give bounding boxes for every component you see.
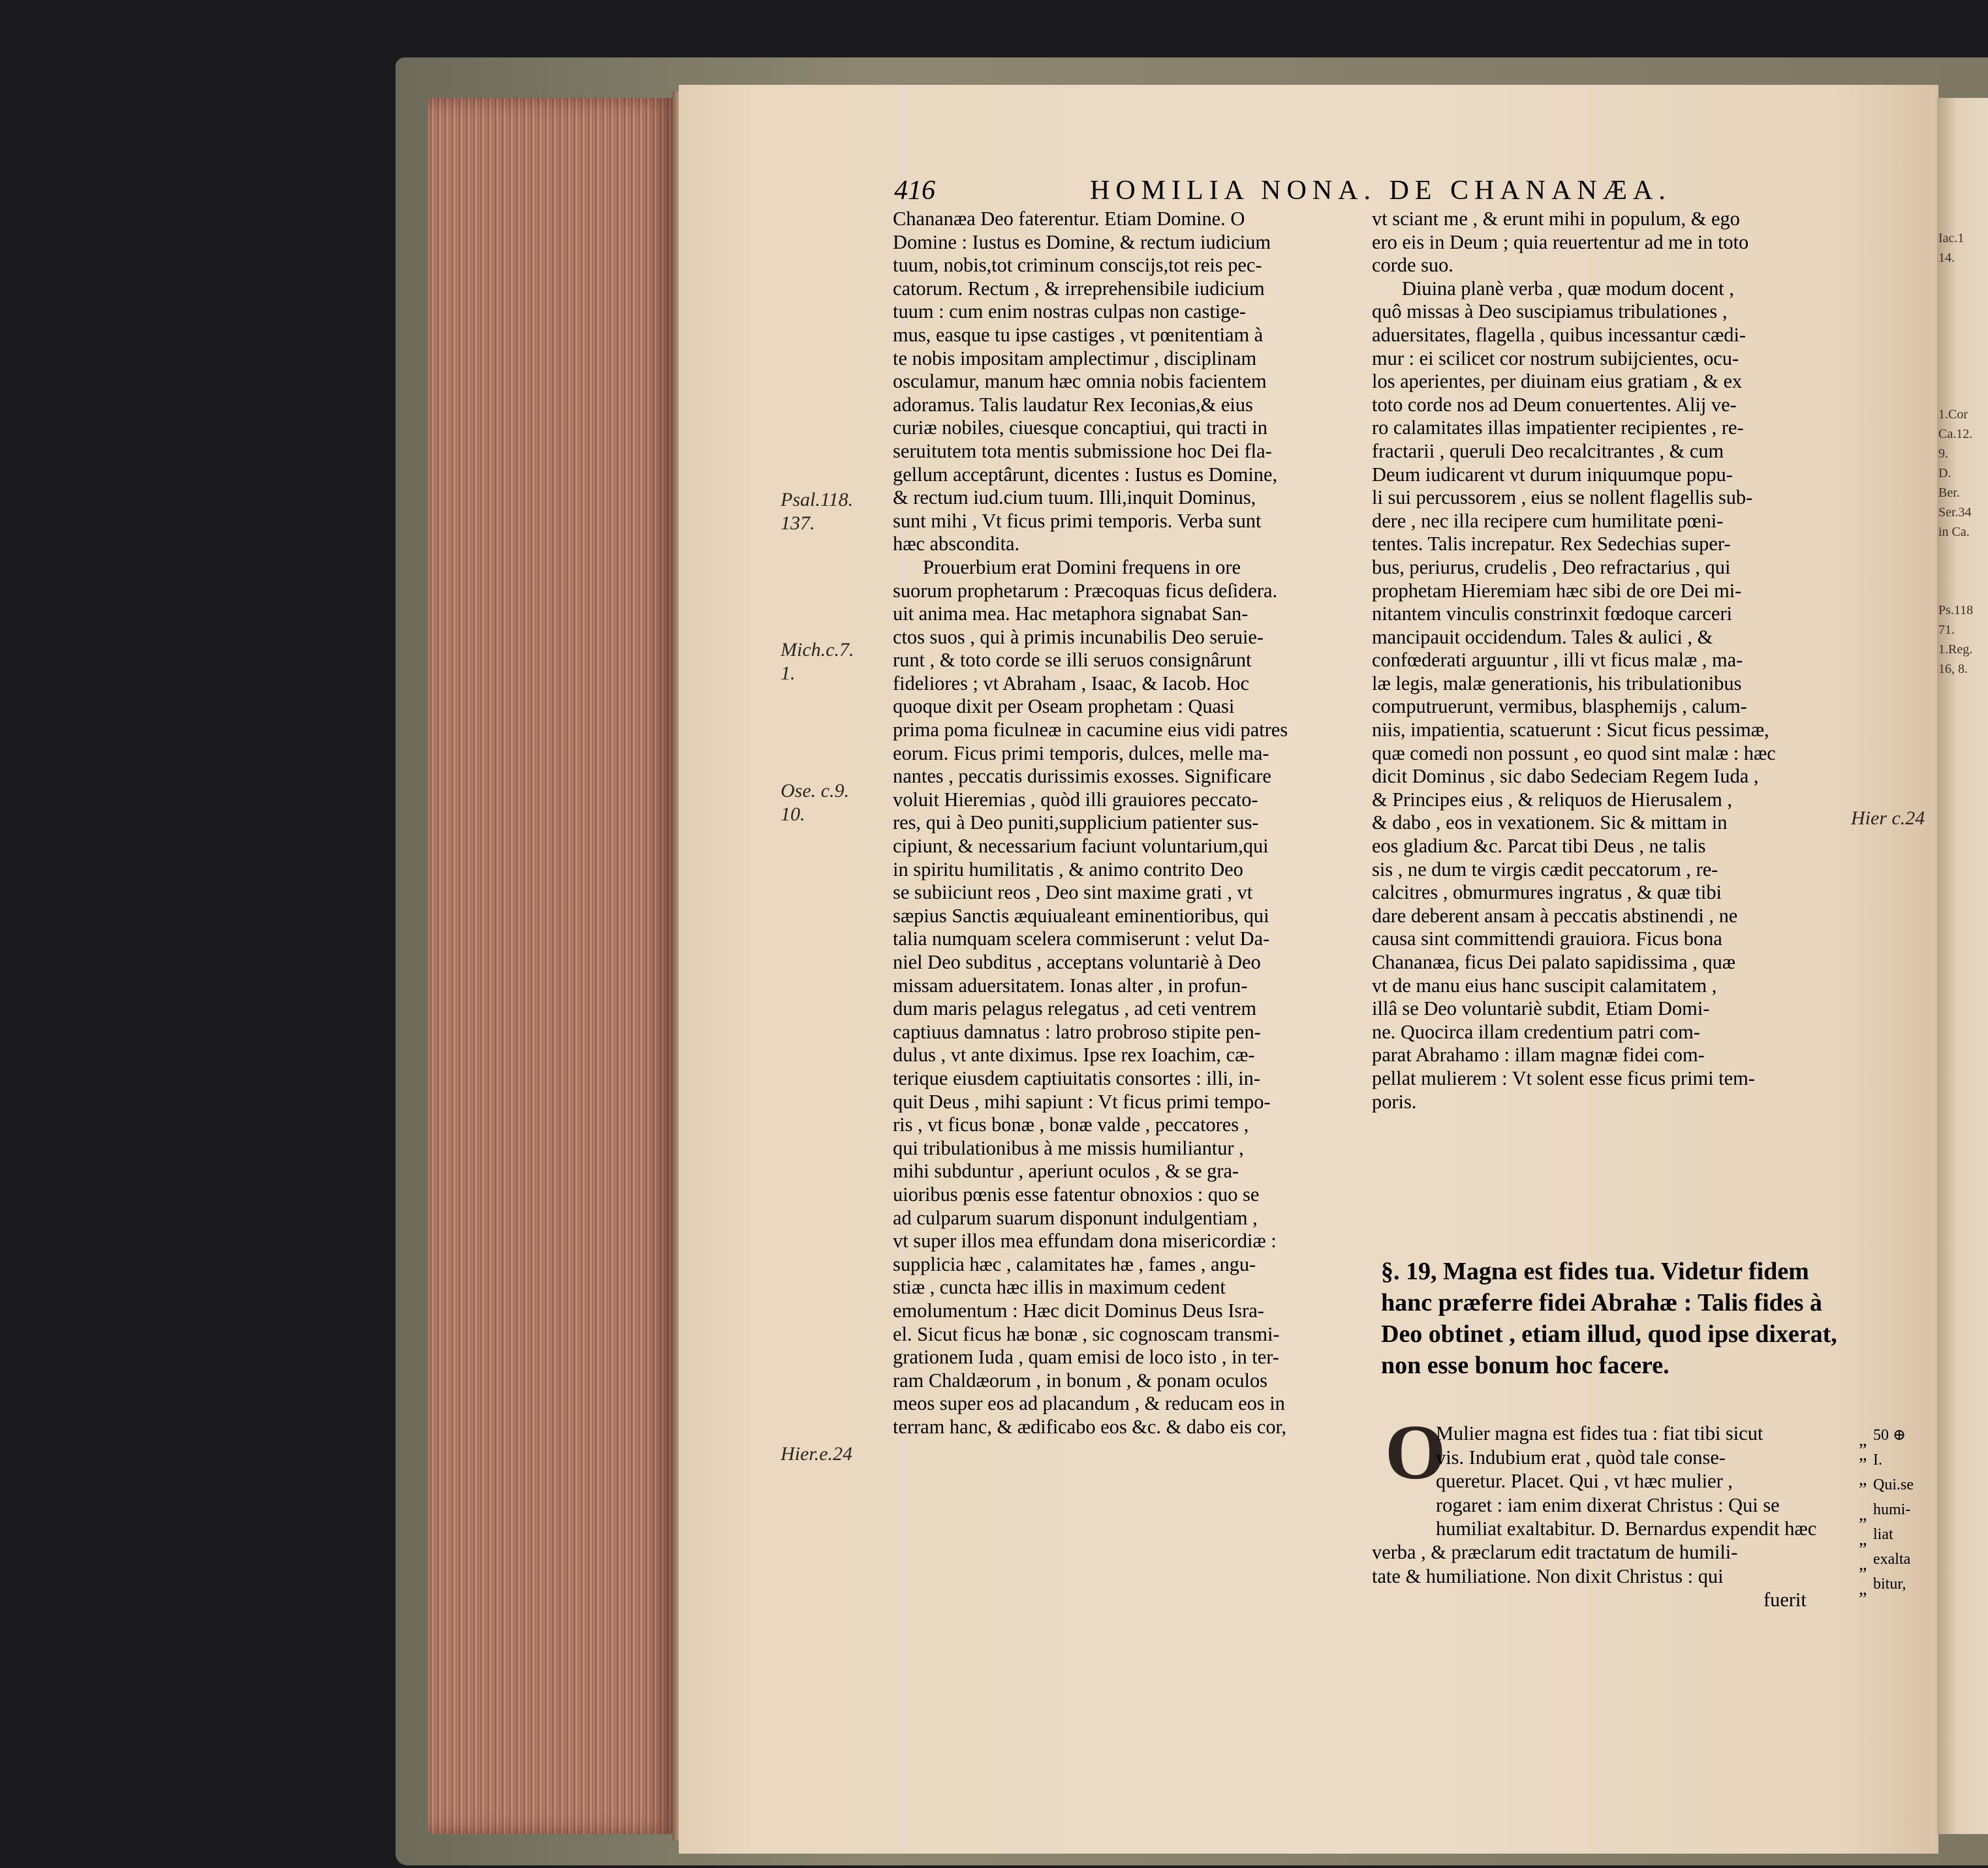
left-column-line: mihi subduntur , aperiunt oculos , & se gra-: [893, 1160, 1239, 1183]
left-column-line: captiuus damnatus : latro probroso stipite pen-: [893, 1020, 1261, 1043]
running-title: HOMILIA NONA. DE CHANANÆA.: [1090, 176, 1671, 206]
left-column-line: grationem Iuda , quam emisi de loco isto , in ter-: [893, 1346, 1279, 1369]
left-column-line: adoramus. Talis laudatur Rex Ieconias,& eius: [893, 393, 1253, 416]
facing-page-margin-notes: Iac.1 14. 1.Cor Ca.12. 9. D. Ber. Ser.34 in Ca. Ps.118 71. 1.Reg. 16, 8.: [1938, 231, 1974, 676]
right-column-line: parat Abrahamo : illam magnæ fidei com-: [1372, 1044, 1705, 1066]
right-column-line: quô missas à Deo suscipiamus tribulationes ,: [1372, 300, 1728, 323]
quote-paragraph-top: [1436, 1422, 1854, 1541]
left-column-line: fideliores ; vt Abraham , Isaac, & Iacob. Hoc: [893, 672, 1249, 694]
left-column-line: ctos suos , qui à primis incunabilis Deo seruie-: [893, 625, 1264, 648]
right-column-line: prophetam Hieremiam hæc sibi de ore Dei mi-: [1372, 579, 1742, 602]
left-column-line: talia numquam scelera commiserunt : velut Da-: [893, 927, 1270, 950]
drop-cap: O: [1385, 1409, 1446, 1495]
left-column-line: meos super eos ad placandum , & reducam eos in: [893, 1392, 1285, 1415]
quote-line: vis. Indubium erat , quòd tale conse-: [1436, 1446, 1726, 1469]
section-heading-line: Deo obtinet , etiam illud, quod ipse dixerat,: [1381, 1320, 1837, 1348]
right-column-line: corde suo.: [1372, 254, 1453, 277]
left-column-line: dulus , vt ante diximus. Ipse rex Ioachim, cæ-: [893, 1044, 1255, 1066]
right-column-line: nitantem vinculis constrinxit fœdoque carceri: [1372, 602, 1732, 625]
right-column-line: causa sint committendi grauiora. Ficus bona: [1372, 927, 1722, 950]
left-column-line: cipiunt, & necessarium faciunt voluntarium,qui: [893, 835, 1269, 858]
right-column-line: dare deberent ansam à peccatis abstinendi , ne: [1372, 904, 1738, 927]
margin-note-jeremiah-right: Hier c.24: [1851, 807, 1925, 829]
quote-line: fuerit: [1763, 1589, 1807, 1611]
right-column-line: & dabo , eos in vexationem. Sic & mittam in: [1372, 811, 1728, 834]
left-column-line: curiæ nobiles, ciuesque concaptiui, qui tracti in: [893, 416, 1267, 439]
right-column-line: fractarii , queruli Deo recalcitrantes , & cum: [1372, 439, 1724, 462]
left-column-line: vt super illos mea effundam dona misericordiæ :: [893, 1230, 1277, 1253]
right-column-line: los aperientes, per diuinam eius gratiam , & ex: [1372, 370, 1743, 393]
left-column-line: gellum acceptârunt, dicentes : Iustus es Domine,: [893, 463, 1278, 486]
left-column-line: Prouerbium erat Domini frequens in ore: [923, 555, 1241, 578]
left-column-line: supplicia hæc , calamitates hæ , fames , angu-: [893, 1253, 1256, 1275]
left-column-line: terique eiusdem captiuitatis consortes : illi, in-: [893, 1066, 1260, 1089]
margin-note-jeremiah-left: Hier.e.24: [781, 1443, 852, 1465]
left-text-column: [893, 208, 1360, 1439]
left-column-line: res, qui à Deo puniti,supplicium patienter sus-: [893, 811, 1259, 834]
left-column-line: tuum : cum enim nostras culpas non castige-: [893, 300, 1247, 323]
left-column-line: hæc abscondita.: [893, 533, 1020, 555]
quote-line: verba , & præclarum edit tractatum de humili-: [1372, 1541, 1738, 1563]
right-column-line: Chananæa, ficus Dei palato sapidissima , quæ: [1372, 951, 1736, 973]
left-column-line: voluit Hieremias , quòd illi grauiores peccato-: [893, 788, 1258, 811]
left-column-line: niel Deo subditus , acceptans voluntariè à Deo: [893, 951, 1261, 973]
left-column-line: suorum prophetarum : Præcoquas ficus deſidera.: [893, 579, 1278, 602]
right-column-line: ne. Quocirca illam credentium patri com-: [1372, 1020, 1700, 1043]
right-column-line: pellat mulierem : Vt solent esse ficus primi tem-: [1372, 1066, 1755, 1089]
left-column-line: runt , & toto corde se illi seruos consignârunt: [893, 649, 1252, 672]
quote-line: humiliat exaltabitur. D. Bernardus expendit hæc: [1436, 1518, 1817, 1540]
left-column-line: quoque dixit per Oseam prophetam : Quasi: [893, 695, 1235, 718]
quote-line: rogaret : iam enim dixerat Christus : Qui se: [1436, 1493, 1780, 1516]
left-column-line: qui tribulationibus à me missis humiliantur ,: [893, 1136, 1244, 1159]
left-column-line: catorum. Rectum , & irreprehensibile iudicium: [893, 277, 1265, 300]
section-heading: [1381, 1256, 1851, 1381]
right-column-line: computruerunt, vermibus, blasphemijs , calum-: [1372, 695, 1747, 718]
left-column-line: terram hanc, & ædificabo eos &c. & dabo eis cor,: [893, 1415, 1287, 1438]
section-heading-line: §. 19, Magna est fides tua. Videtur fidem: [1381, 1258, 1809, 1285]
right-column-line: poris.: [1372, 1090, 1417, 1113]
left-column-line: in spiritu humilitatis , & animo contrito Deo: [893, 858, 1243, 880]
left-column-line: te nobis impositam amplectimur , disciplinam: [893, 347, 1257, 369]
right-column-line: niis, impatientia, scatuerunt : Sicut ficus pessimæ,: [1372, 719, 1769, 741]
page-number: 416: [894, 176, 935, 206]
left-column-line: ad culparum suarum disponunt indulgentiam ,: [893, 1206, 1258, 1229]
left-column-line: Domine : Iustus es Domine, & rectum iudicium: [893, 230, 1271, 253]
left-column-line: mus, easque tu ipse castiges , vt pœnitentiam à: [893, 323, 1264, 346]
left-column-line: ris , vt ficus bonæ , bonæ valde , peccatores ,: [893, 1113, 1249, 1136]
right-column-line: tentes. Talis increpatur. Rex Sedechias super-: [1372, 533, 1731, 555]
left-column-line: quit Deus , mihi sapiunt : Vt ficus primi tempo-: [893, 1090, 1271, 1113]
right-column-line: vt de manu eius hanc suscipit calamitatem ,: [1372, 974, 1717, 997]
right-column-line: Diuina planè verba , quæ modum docent ,: [1402, 277, 1734, 300]
left-column-line: missam aduersitatem. Ionas alter , in profun-: [893, 974, 1248, 997]
quote-paragraph-tail: [1372, 1540, 1855, 1612]
left-column-line: sæpius Sanctis æquiualeant eminentioribus, qui: [893, 904, 1269, 927]
left-column-line: ram Chaldæorum , in bonum , & ponam oculos: [893, 1369, 1267, 1392]
right-column-line: dicit Dominus , sic dabo Sedeciam Regem Iuda ,: [1372, 765, 1759, 788]
section-heading-line: hanc præferre fidei Abrahæ : Talis fides à: [1381, 1289, 1822, 1316]
left-column-line: & rectum iud.cium tuum. Illi,inquit Dominus,: [893, 486, 1256, 509]
right-column-line: illâ se Deo voluntariè subdit, Etiam Domi-: [1372, 997, 1710, 1020]
right-column-line: vt sciant me , & erunt mihi in populum, & ego: [1372, 208, 1740, 230]
right-column-line: mur : ei scilicet cor nostrum subijcientes, ocu-: [1372, 347, 1739, 369]
left-column-line: eorum. Ficus primi temporis, dulces, melle ma-: [893, 741, 1269, 764]
right-column-line: ero eis in Deum ; quia reuertentur ad me in toto: [1372, 230, 1749, 253]
right-column-line: li sui percussorem , eius se nollent flagellis sub-: [1372, 486, 1753, 509]
right-column-line: eos gladium &c. Parcat tibi Deus , ne talis: [1372, 835, 1706, 858]
margin-note-psalm: Psal.118. 137.: [781, 489, 854, 534]
right-column-line: aduersitates, flagella , quibus incessantur cædi-: [1372, 323, 1747, 346]
right-column-line: toto corde nos ad Deum conuertentes. Alij ve-: [1372, 393, 1737, 416]
left-column-line: sunt mihi , Vt ficus primi temporis. Verba sunt: [893, 509, 1262, 532]
left-column-line: dum maris pelagus relegatus , ad ceti ventrem: [893, 997, 1256, 1020]
quote-line: Mulier magna est fides tua : fiat tibi sicut: [1436, 1422, 1763, 1444]
left-column-line: Chananæa Deo faterentur. Etiam Domine. O: [893, 208, 1245, 230]
section-heading-line: non esse bonum hoc facere.: [1381, 1352, 1670, 1379]
right-column-line: Deum iudicarent vt durum iniquumque popu-: [1372, 463, 1733, 486]
quote-line: queretur. Placet. Qui , vt hæc mulier ,: [1436, 1470, 1733, 1492]
right-column-line: confœderati arguuntur , illi vt ficus malæ , ma-: [1372, 649, 1743, 672]
left-column-line: osculamur, manum hæc omnia nobis facientem: [893, 370, 1267, 393]
margin-note-micah: Mich.c.7. 1.: [781, 639, 854, 684]
right-column-line: calcitres , obmurmures ingratus , & quæ tibi: [1372, 881, 1722, 904]
left-column-line: emolumentum : Hæc dicit Dominus Deus Isra-: [893, 1299, 1264, 1322]
right-column-line: ro calamitates illas impatienter recipientes , re-: [1372, 416, 1744, 439]
quotation-marks: „ ” ” „ „ „ „: [1859, 1430, 1867, 1599]
right-column-line: mancipauit occidendum. Tales & aulici , &: [1372, 625, 1713, 648]
left-column-line: uit anima mea. Hac metaphora signabat San-: [893, 602, 1249, 625]
left-column-line: uioribus pœnis esse fatentur obnoxios : quo se: [893, 1183, 1260, 1206]
left-column-line: prima poma ficulneæ in cacumine eius vidi patres: [893, 719, 1288, 741]
left-column-line: tuum, nobis,tot criminum conscijs,tot reis pec-: [893, 254, 1262, 277]
right-column-line: sis , ne dum te virgis cædit peccatorum , re-: [1372, 858, 1718, 880]
side-gloss: 50 ⊕ I. Qui.se humi- liat exalta bitur,: [1873, 1427, 1914, 1593]
left-column-line: stiæ , cuncta hæc illis in maximum cedent: [893, 1276, 1226, 1299]
left-column-line: seruitutem tota mentis submissione hoc Dei fla-: [893, 439, 1272, 462]
right-text-column: [1372, 208, 1855, 1113]
quote-line: tate & humiliatione. Non dixit Christus : qui: [1372, 1564, 1724, 1587]
left-column-line: se subiiciunt reos , Deo sint maxime grati , vt: [893, 881, 1253, 904]
margin-note-hosea: Ose. c.9. 10.: [781, 780, 849, 825]
right-column-line: læ legis, malæ generationis, his tribulationibus: [1372, 672, 1742, 694]
left-column-line: el. Sicut ficus hæ bonæ , sic cognoscam transmi-: [893, 1322, 1280, 1345]
right-column-line: bus, periurus, crudelis , Deo refractarius , qui: [1372, 555, 1731, 578]
left-column-line: nantes , peccatis durissimis exosses. Significare: [893, 765, 1271, 788]
right-column-line: & Principes eius , & reliquos de Hierusalem ,: [1372, 788, 1732, 811]
right-column-line: dere , nec illa recipere cum humilitate pœni-: [1372, 509, 1724, 532]
page-edges: [427, 98, 676, 1834]
right-column-line: quæ comedi non possunt , eo quod sint malæ : hæc: [1372, 741, 1776, 764]
